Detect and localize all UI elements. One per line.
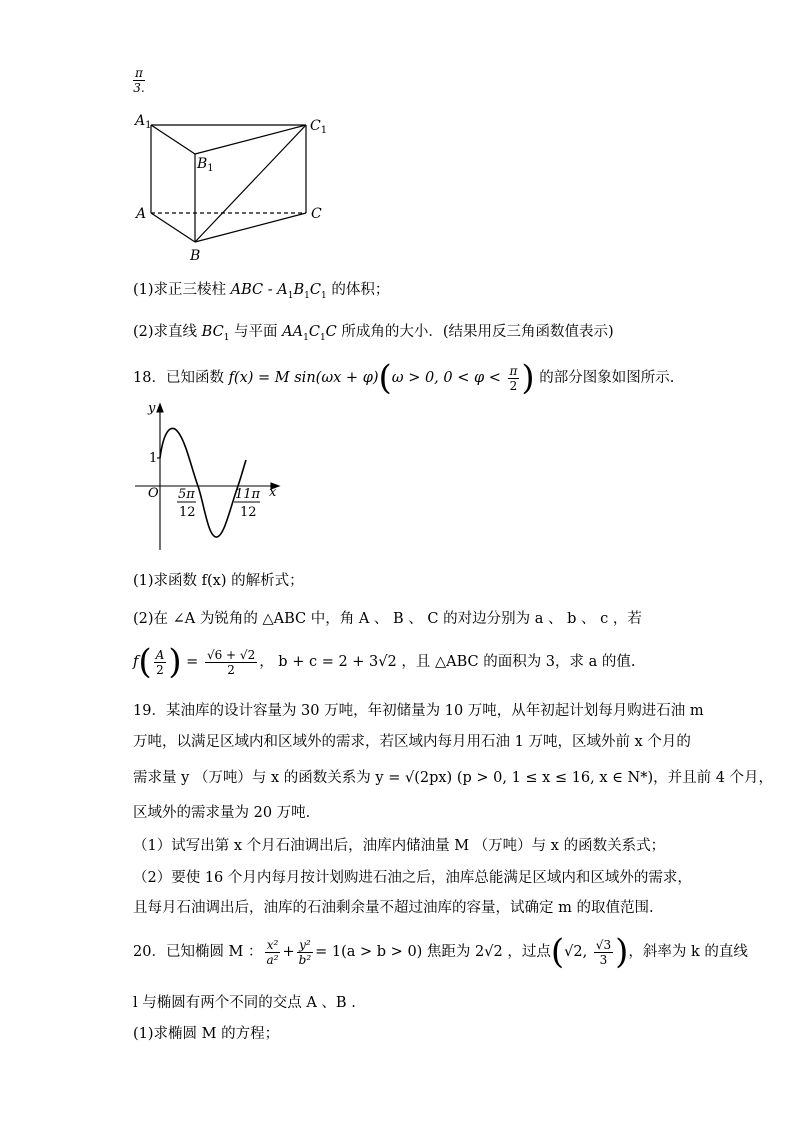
q19-line6: （2）要使 16 个月内每月按计划购进石油之后，油库总能满足区域内和区域外的需求， [133,870,692,886]
q17-part2: (2)求直线 $BC_1$ 与平面 $AA_1C_1C$ 所成角的大小．(结果用反三角函数值表示) [133,324,614,343]
edge-a-b [151,213,195,242]
edge-a1-b1 [151,125,195,154]
q18-stem: 18．已知函数 f(x) = M sin(ωx + φ)(ω > 0, 0 < φ < $\frac{\pi}{2}$ ) 的部分图象如图所示. [133,358,675,398]
q20-line3: (1)求椭圆 M 的方程； [133,1026,280,1042]
q19-line5: （1）试写出第 x 个月石油调出后，油库内储油量 M （万吨）与 x 的函数关系式； [133,838,666,854]
sine-graph [130,398,290,558]
sine-curve [160,428,246,537]
q17-part1: (1)求正三棱柱 ABC - $A_1B_1C_1$ 的体积； [133,282,390,301]
graph-tick1-den: 12 [179,505,196,520]
graph-tick2-num: 11π [235,487,261,502]
q20-x-fraction: $\frac{\text{x²}}{\text{a²}}$ [266,937,279,967]
edge-b-c [195,213,306,242]
label-a: A [136,206,147,222]
q18-val-fraction: $\frac{√6 + √2}{2}$ [206,647,256,677]
graph-x-label: x [269,485,277,500]
edge-b-c1 [195,125,306,242]
top-fraction [133,66,145,95]
q20-line2: l 与椭圆有两个不同的交点 A 、B . [133,995,356,1011]
q18-part1: (1)求函数 f(x) 的解析式； [133,573,304,589]
q20-stem: 20．已知椭圆 M ： $\frac{\text{x²}}{\text{a²}}$ + $\frac{\text{y²}}{\text{b²}}$ = 1(a > b > 0) 焦距为 2√2 ，过点(√2, $\frac{√3}{3}$ )，斜率为 k 的直线 [133,932,748,972]
q18-cond-fraction: $\frac{\pi}{2}$ [509,363,518,393]
label-c1: $C_1$ [310,118,328,136]
label-b1: $B_1$ [197,156,214,174]
graph-y-arrow [157,404,163,412]
graph-one-label: 1 [149,451,158,466]
graph-tick2-den: 12 [240,505,257,520]
q19-line7: 且每月石油调出后，油库的石油剩余量不超过油库的容量，试确定 m 的取值范围. [133,900,654,916]
q18-part2-line1: (2)在 ∠A 为锐角的 △ABC 中，角 A 、 B 、 C 的对边分别为 a 、 b 、 c ，若 [133,611,642,627]
top-fraction-num: π [135,66,143,80]
graph-origin-label: O [148,486,159,501]
q19-line4: 区域外的需求量为 20 万吨． [133,805,321,821]
graph-tick1-num: 5π [178,487,195,502]
q19-line1: 19．某油库的设计容量为 30 万吨，年初储量为 10 万吨，从年初起计划每月购进石油 m [133,703,704,719]
q20-y-fraction: $\frac{\text{y²}}{\text{b²}}$ [298,937,312,967]
q18-part2-line2: f( $\frac{A}{2}$ ) = $\frac{√6 + √2}{2}$ ， b + c = 2 + 3√2 ，且 △ABC 的面积为 3，求 a 的值. [133,642,636,682]
q18-arg-fraction: $\frac{A}{2}$ [155,647,165,677]
q19-line2: 万吨，以满足区域内和区域外的需求，若区域内每月用石油 1 万吨，区域外前 x 个月的 [133,734,691,750]
top-fraction-den: 3. [133,81,145,95]
graph-y-label: y [148,401,156,416]
q19-line3: 需求量 y （万吨）与 x 的函数关系为 y = √(2px) (p > 0, 1 ≤ x ≤ 16, x ∈ N*)，并且前 4 个月， [133,770,774,786]
prism-figure [130,108,350,268]
edge-b1-c1 [195,125,306,154]
label-c: C [311,206,322,222]
label-a1: $A_1$ [135,113,152,131]
q20-point-fraction: $\frac{√3}{3}$ [595,937,612,967]
label-b: B [190,248,201,264]
